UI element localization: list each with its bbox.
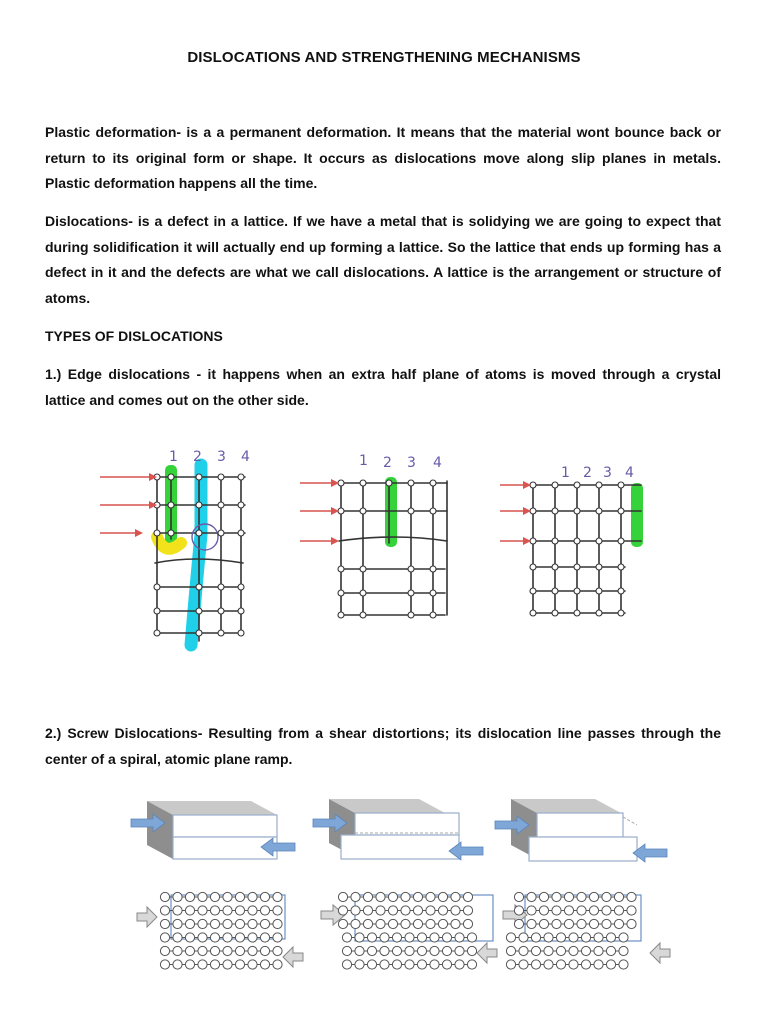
- atom-ring: [619, 960, 628, 969]
- edge-lattice-step-1: [100, 449, 250, 645]
- edge-dislocation-figure: [95, 445, 655, 680]
- atom-ring: [451, 892, 460, 901]
- atom-ring: [273, 933, 282, 942]
- section-heading-types: TYPES OF DISLOCATIONS: [45, 328, 223, 344]
- atom-ring: [581, 960, 590, 969]
- atom-ring: [544, 933, 553, 942]
- atom-ring: [185, 906, 194, 915]
- edge-fig1-label-3: 3: [217, 449, 226, 465]
- atom-ring: [539, 919, 548, 928]
- atom-ring: [210, 892, 219, 901]
- atom-ring: [430, 946, 439, 955]
- atom-ring: [581, 933, 590, 942]
- atom-ring: [463, 919, 472, 928]
- atom-ring: [388, 919, 397, 928]
- atom-ring: [248, 933, 257, 942]
- atom-ring: [527, 892, 536, 901]
- atom-ring: [594, 946, 603, 955]
- atom-ring: [380, 960, 389, 969]
- atom-ring: [506, 960, 515, 969]
- atom-ring: [589, 906, 598, 915]
- atom-ring: [367, 946, 376, 955]
- atom-ring: [401, 892, 410, 901]
- atom-ring: [463, 892, 472, 901]
- atom-ring: [438, 906, 447, 915]
- atom-ring: [552, 906, 561, 915]
- atom-ring: [198, 946, 207, 955]
- atom-ring: [531, 946, 540, 955]
- atom-ring: [401, 919, 410, 928]
- atom-ring: [569, 946, 578, 955]
- atom-rings: [160, 892, 636, 969]
- atom-ring: [405, 933, 414, 942]
- atom-ring: [544, 946, 553, 955]
- atom-ring: [210, 946, 219, 955]
- atom-ring: [405, 946, 414, 955]
- atom-ring: [451, 919, 460, 928]
- atom-ring: [260, 919, 269, 928]
- atom-ring: [606, 933, 615, 942]
- atom-ring: [413, 906, 422, 915]
- atom-ring: [363, 892, 372, 901]
- atom-ring: [260, 906, 269, 915]
- atom-ring: [442, 960, 451, 969]
- edge-fig1-label-2: 2: [193, 449, 202, 465]
- atom-ring: [173, 960, 182, 969]
- atom-ring: [392, 946, 401, 955]
- atom-ring: [614, 892, 623, 901]
- atom-ring: [514, 919, 523, 928]
- atom-ring: [589, 919, 598, 928]
- atom-ring: [417, 946, 426, 955]
- atom-ring: [569, 933, 578, 942]
- atom-ring: [198, 933, 207, 942]
- atom-ring: [388, 892, 397, 901]
- atom-ring: [506, 946, 515, 955]
- screw-block-1: [131, 801, 295, 859]
- atom-ring: [260, 933, 269, 942]
- atom-ring: [519, 933, 528, 942]
- atom-ring: [539, 906, 548, 915]
- atom-ring: [235, 960, 244, 969]
- atom-ring: [376, 892, 385, 901]
- atom-ring: [248, 946, 257, 955]
- atom-ring: [438, 919, 447, 928]
- paragraph-plastic-deformation: Plastic deformation- is a a permanent deformation. It means that the material wont bounce back or return to its original form or shape. It occurs as dislocations move along slip planes in metals. Plastic deformation happens all the time.: [45, 124, 721, 191]
- atom-ring: [248, 919, 257, 928]
- atom-ring: [223, 933, 232, 942]
- atom-ring: [363, 919, 372, 928]
- atom-ring: [160, 892, 169, 901]
- atom-ring: [442, 946, 451, 955]
- atom-ring: [342, 960, 351, 969]
- screw-dislocation-figure: [125, 795, 670, 985]
- edge-fig3-label-2: 2: [583, 465, 592, 481]
- atom-ring: [564, 892, 573, 901]
- atom-ring: [627, 906, 636, 915]
- atom-ring: [338, 919, 347, 928]
- page-title: DISLOCATIONS AND STRENGTHENING MECHANISMS: [187, 49, 581, 66]
- atom-ring: [455, 946, 464, 955]
- atom-ring: [467, 960, 476, 969]
- atom-ring: [273, 919, 282, 928]
- atom-ring: [531, 933, 540, 942]
- atom-ring: [430, 933, 439, 942]
- atom-ring: [564, 906, 573, 915]
- atom-ring: [463, 906, 472, 915]
- atom-ring: [351, 892, 360, 901]
- atom-ring: [527, 919, 536, 928]
- atom-ring: [442, 933, 451, 942]
- atom-ring: [564, 919, 573, 928]
- paragraph-dislocations: Dislocations- is a defect in a lattice. If we have a metal that is solidying we are going to expect that during solidification it will actually end up forming a lattice. So the lattice that ends up forming has a defect in it and the defects are what we call dislocations. A lattice is the arrangement or structure of atoms.: [45, 213, 721, 306]
- atom-ring: [273, 946, 282, 955]
- atom-ring: [160, 906, 169, 915]
- atom-ring: [417, 933, 426, 942]
- atom-ring: [223, 906, 232, 915]
- atom-ring: [552, 919, 561, 928]
- atom-ring: [173, 906, 182, 915]
- atom-ring: [235, 892, 244, 901]
- atom-ring: [380, 946, 389, 955]
- atom-ring: [614, 906, 623, 915]
- atom-ring: [594, 960, 603, 969]
- atom-ring: [248, 892, 257, 901]
- atom-ring: [519, 946, 528, 955]
- atom-ring: [467, 946, 476, 955]
- atom-ring: [223, 946, 232, 955]
- atom-ring: [467, 933, 476, 942]
- atom-ring: [544, 960, 553, 969]
- atom-ring: [235, 946, 244, 955]
- atom-ring: [619, 946, 628, 955]
- atom-ring: [380, 933, 389, 942]
- atom-ring: [426, 919, 435, 928]
- atom-ring: [160, 933, 169, 942]
- atom-ring: [210, 933, 219, 942]
- edge-fig2-label-3: 3: [407, 455, 416, 471]
- atom-ring: [519, 960, 528, 969]
- atom-ring: [451, 906, 460, 915]
- screw-block-3: [495, 799, 667, 862]
- atom-ring: [606, 946, 615, 955]
- atom-ring: [569, 960, 578, 969]
- atom-ring: [614, 919, 623, 928]
- atom-ring: [173, 933, 182, 942]
- atom-ring: [160, 946, 169, 955]
- atom-ring: [606, 960, 615, 969]
- atom-ring: [430, 960, 439, 969]
- atom-ring: [577, 906, 586, 915]
- atom-ring: [210, 919, 219, 928]
- atom-ring: [426, 906, 435, 915]
- atom-ring: [556, 933, 565, 942]
- atom-ring: [351, 919, 360, 928]
- atom-ring: [223, 919, 232, 928]
- edge-fig3-label-1: 1: [561, 465, 570, 481]
- atom-ring: [273, 906, 282, 915]
- atom-ring: [342, 946, 351, 955]
- atom-ring: [527, 906, 536, 915]
- atom-ring: [602, 892, 611, 901]
- atom-ring: [173, 919, 182, 928]
- atom-ring: [355, 946, 364, 955]
- atom-ring: [455, 960, 464, 969]
- atom-ring: [514, 892, 523, 901]
- atom-ring: [235, 919, 244, 928]
- atom-ring: [260, 892, 269, 901]
- atom-ring: [392, 960, 401, 969]
- atom-ring: [367, 933, 376, 942]
- atom-ring: [185, 919, 194, 928]
- atom-ring: [392, 933, 401, 942]
- edge-fig3-label-3: 3: [603, 465, 612, 481]
- edge-lattice-step-2: [300, 453, 447, 618]
- atom-ring: [426, 892, 435, 901]
- atom-ring: [619, 933, 628, 942]
- atom-ring: [417, 960, 426, 969]
- atom-ring: [351, 906, 360, 915]
- atom-ring: [185, 892, 194, 901]
- atom-ring: [198, 892, 207, 901]
- atom-ring: [531, 960, 540, 969]
- paragraph-edge-dislocations: 1.) Edge dislocations - it happens when an extra half plane of atoms is moved through a crystal lattice and comes out on the other side.: [45, 366, 721, 408]
- atom-ring: [413, 892, 422, 901]
- atom-ring: [185, 946, 194, 955]
- atom-ring: [185, 960, 194, 969]
- atom-ring: [627, 892, 636, 901]
- atom-ring: [338, 892, 347, 901]
- atom-ring: [405, 960, 414, 969]
- atom-ring: [338, 906, 347, 915]
- atom-ring: [235, 933, 244, 942]
- atom-ring: [413, 919, 422, 928]
- atom-ring: [589, 892, 598, 901]
- atom-ring: [438, 892, 447, 901]
- atom-ring: [198, 960, 207, 969]
- atom-ring: [376, 906, 385, 915]
- atom-ring: [260, 960, 269, 969]
- atom-ring: [355, 933, 364, 942]
- atom-ring: [552, 892, 561, 901]
- atom-ring: [160, 960, 169, 969]
- atom-ring: [223, 892, 232, 901]
- edge-fig1-label-1: 1: [169, 449, 178, 465]
- edge-fig2-label-4: 4: [433, 455, 442, 471]
- atom-ring: [260, 946, 269, 955]
- atom-ring: [235, 906, 244, 915]
- atom-ring: [581, 946, 590, 955]
- atom-ring: [367, 960, 376, 969]
- atom-ring: [173, 892, 182, 901]
- atom-ring: [602, 906, 611, 915]
- atom-ring: [210, 960, 219, 969]
- atom-ring: [363, 906, 372, 915]
- edge-fig3-label-4: 4: [625, 465, 634, 481]
- atom-ring: [273, 892, 282, 901]
- atom-ring: [388, 906, 397, 915]
- atom-ring: [556, 960, 565, 969]
- edge-fig2-label-2: 2: [383, 455, 392, 471]
- atom-ring: [577, 892, 586, 901]
- atom-ring: [223, 960, 232, 969]
- paragraph-screw-dislocations: 2.) Screw Dislocations- Resulting from a shear distortions; its dislocation line passes through the center of a spiral, atomic plane ramp.: [45, 725, 721, 767]
- atom-ring: [160, 919, 169, 928]
- atom-ring: [273, 960, 282, 969]
- atom-ring: [342, 933, 351, 942]
- edge-fig2-label-1: 1: [359, 453, 368, 469]
- atom-ring: [185, 933, 194, 942]
- atom-ring: [627, 919, 636, 928]
- atom-ring: [556, 946, 565, 955]
- atom-ring: [248, 960, 257, 969]
- atom-ring: [455, 933, 464, 942]
- atom-ring: [594, 933, 603, 942]
- screw-block-2: [313, 799, 483, 860]
- atom-ring: [401, 906, 410, 915]
- atom-ring: [376, 919, 385, 928]
- atom-ring: [602, 919, 611, 928]
- atom-ring: [506, 933, 515, 942]
- atom-ring: [539, 892, 548, 901]
- edge-lattice-step-3: [500, 465, 643, 616]
- atom-ring: [577, 919, 586, 928]
- atom-ring: [210, 906, 219, 915]
- atom-ring: [248, 906, 257, 915]
- atom-ring: [173, 946, 182, 955]
- atom-ring: [198, 906, 207, 915]
- edge-fig1-label-4: 4: [241, 449, 250, 465]
- atom-ring: [198, 919, 207, 928]
- atom-ring: [514, 906, 523, 915]
- atom-ring: [355, 960, 364, 969]
